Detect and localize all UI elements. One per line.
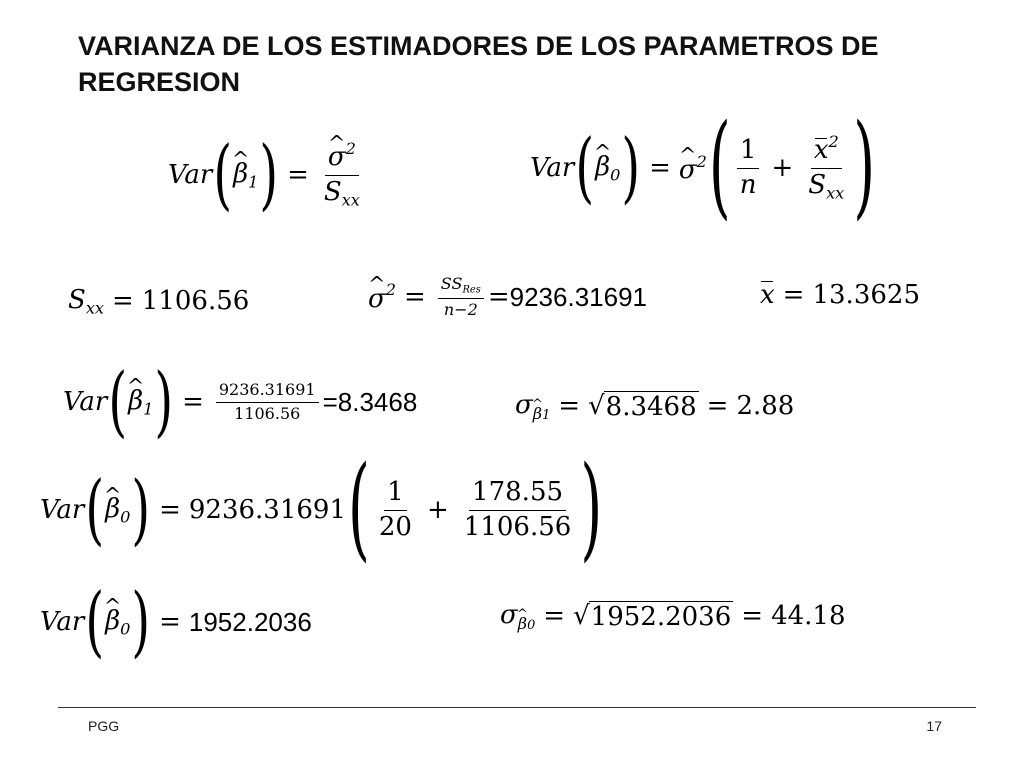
slide-title: VARIANZA DE LOS ESTIMADORES DE LOS PARAMETROS DE REGRESION (78, 31, 879, 97)
formula-sd-beta1: σ^ $_{\beta 1}$ = √ 8.3468 = 2.88 (515, 390, 794, 423)
footer-divider (58, 707, 976, 708)
formula-var-beta1: Var ( ^ $\beta_1$ ) = ^ $\frac{\sigma^2}{S_{xx}}$ (168, 140, 367, 210)
formula-var-beta0: Var ( ^ $\beta_0$ ) = ^ $\sigma^2$ ( $\frac{1}{n}$ + $\frac{x^2}{S_{xx}}$ ) (530, 133, 877, 203)
formula-var-beta0-expanded: Var ( ^ $\beta_0$ ) = 9236.31691 ( $\frac{1}{20}$ + $\frac{178.55}{1106.56}$ ) (40, 478, 604, 543)
page-number: 17 (926, 718, 942, 734)
formula-var-beta1-value: Var ( ^ $\beta_1$ ) = $\frac{9236.31691}{1106.56}$ = 8.3468 (63, 378, 417, 426)
formula-sxx-value: $S_{xx}$ = 1106.56 (68, 285, 250, 318)
formula-sigma-sq-value: ^ $\sigma^2$ = $\frac{SS_{Res}}{n-2}$ = 9236.31691 (368, 275, 647, 319)
formula-xbar-value: x = 13.3625 (760, 280, 920, 310)
formula-sd-beta0: σ^ $_{\beta 0}$ = √ 1952.2036 = 44.18 (500, 600, 846, 633)
formula-var-beta0-value: Var ( ^ $\beta_0$ ) = 1952.2036 (40, 598, 312, 646)
footer-author: PGG (88, 718, 120, 734)
